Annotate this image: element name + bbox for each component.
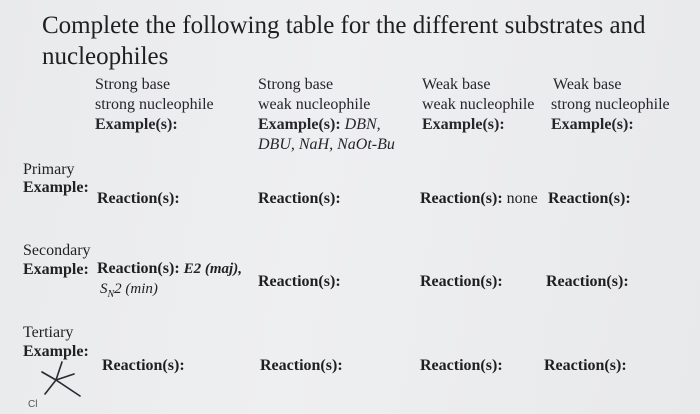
row-tertiary-example-label: Example: [23, 343, 89, 360]
bond-right [56, 374, 74, 380]
title-line-2: nucleophiles [42, 43, 169, 70]
col1-line1: Strong base [95, 76, 171, 93]
column-header-4 [551, 75, 670, 135]
bond-left [42, 372, 56, 380]
tertiary-reaction-3: Reaction(s): [420, 357, 503, 374]
col2-example-value-2: DBU, NaH, NaOt-Bu [258, 136, 395, 153]
col4-line2: strong nucleophile [551, 96, 670, 113]
column-header-3 [422, 75, 534, 135]
row-tertiary-label: Tertiary [23, 324, 74, 341]
primary-reaction-3 [420, 190, 538, 208]
primary-reaction-3-label: Reaction(s): [420, 190, 503, 207]
bond-to-chlorine [45, 380, 56, 394]
primary-reaction-3-value: none [506, 190, 538, 207]
page-title [42, 10, 646, 72]
col2-line1: Strong base [258, 76, 334, 93]
title-line-1: Complete the following table for the different substrates and [42, 12, 646, 39]
secondary-reaction-1 [97, 260, 242, 278]
col2-example-label: Example(s): [258, 116, 341, 133]
row-secondary-label: Secondary [23, 242, 91, 259]
sn2-suffix: 2 (min) [114, 281, 158, 297]
column-header-2 [258, 75, 395, 155]
secondary-reaction-3: Reaction(s): [420, 273, 503, 290]
col4-line1: Weak base [553, 76, 622, 93]
secondary-reaction-1-value: E2 (maj), [183, 261, 242, 277]
tert-butyl-chloride-structure [22, 358, 92, 412]
bond-lower-right [56, 380, 80, 396]
secondary-reaction-4: Reaction(s): [546, 273, 629, 290]
chlorine-label: Cl [28, 399, 38, 410]
bond-top [56, 362, 62, 380]
secondary-reaction-2: Reaction(s): [258, 273, 341, 290]
column-header-1 [95, 75, 214, 135]
row-primary-label: Primary [23, 161, 75, 178]
tertiary-reaction-2: Reaction(s): [260, 357, 343, 374]
col3-line1: Weak base [422, 76, 491, 93]
primary-reaction-2: Reaction(s): [258, 190, 341, 207]
sn2-subscript: N [107, 289, 115, 300]
col1-line2: strong nucleophile [95, 96, 214, 113]
col3-line2: weak nucleophile [422, 96, 535, 113]
primary-reaction-1: Reaction(s): [97, 190, 180, 207]
tertiary-reaction-1: Reaction(s): [102, 357, 185, 374]
row-secondary-example-label: Example: [23, 261, 89, 278]
col1-example-label: Example(s): [95, 116, 178, 133]
secondary-reaction-1-label: Reaction(s): [97, 260, 180, 277]
tertiary-reaction-4: Reaction(s): [544, 357, 627, 374]
sn2-prefix: S [100, 281, 108, 297]
col2-example-value: DBN, [344, 116, 381, 133]
col4-example-label: Example(s): [551, 116, 634, 133]
primary-reaction-4: Reaction(s): [548, 190, 631, 207]
col2-line2: weak nucleophile [258, 96, 371, 113]
row-primary-example-label: Example: [23, 179, 89, 196]
col3-example-label: Example(s): [422, 116, 505, 133]
secondary-reaction-1-value-2 [100, 281, 158, 300]
col2-example [258, 115, 395, 135]
